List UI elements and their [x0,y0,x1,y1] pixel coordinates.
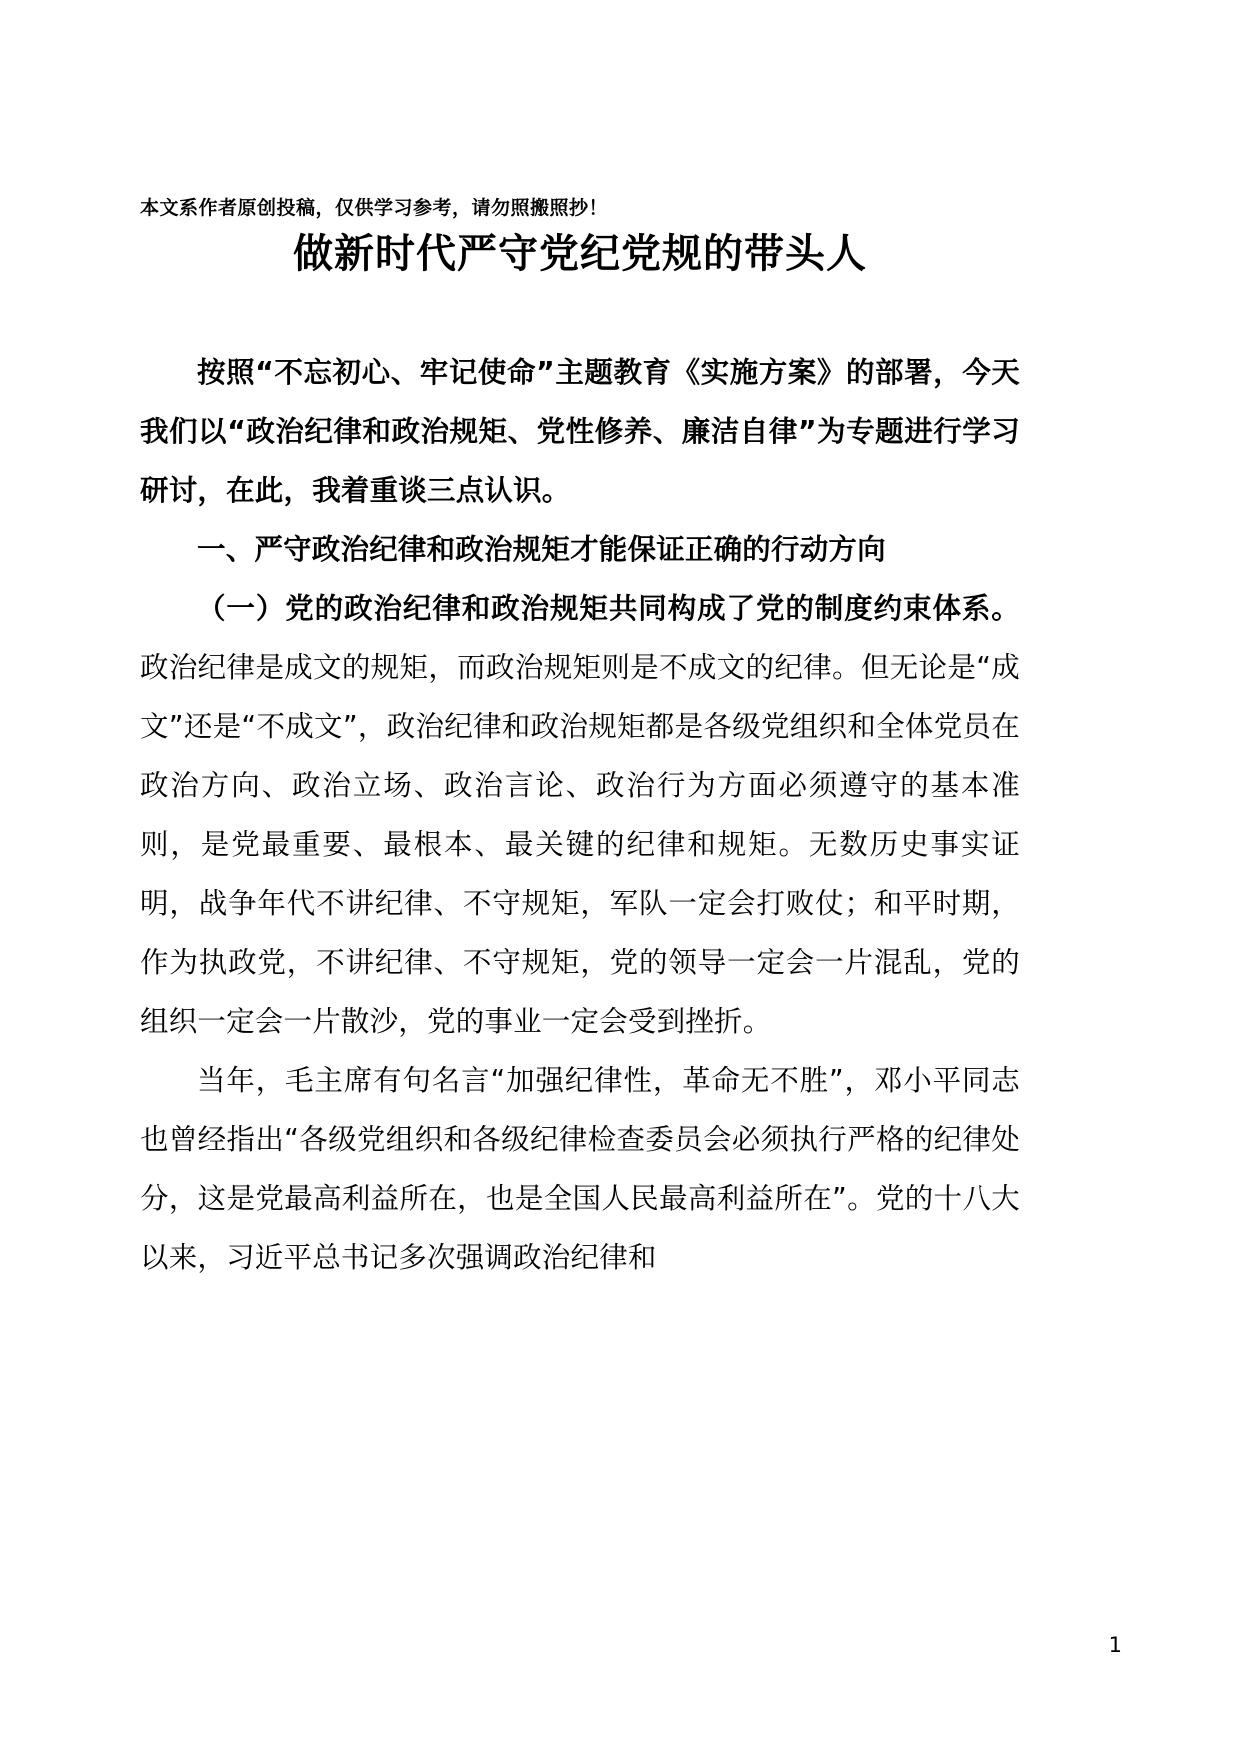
paragraph-mao-quote: 当年，毛主席有句名言“加强纪律性，革命无不胜”，邓小平同志也曾经指出“各级党组织和各级纪律检查委员会必须执行严格的纪律处分，这是党最高利益所在，也是全国人民最高利益所在”。党的十八大以来，习近平总书记多次强调政治纪律和 [140,1063,1020,1274]
page-title: 做新时代严守党纪党规的带头人 [293,230,867,277]
subheading-lead-1-1: （一）党的政治纪律和政治规矩共同构成了党的制度约束体系。 [197,591,1020,625]
paragraph-subsection-1-1 [140,579,1020,1051]
subsection-1-1-body: 政治纪律是成文的规矩，而政治规矩则是不成文的纪律。但无论是“成文”还是“不成文”，政治纪律和政治规矩都是各级党组织和全体党员在政治方向、政治立场、政治言论、政治行为方面必须遵守的基本准则，是党最重要、最根本、最关键的纪律和规矩。无数历史事实证明，战争年代不讲纪律、不守规矩，军队一定会打败仗；和平时期，作为执政党，不讲纪律、不守规矩，党的领导一定会一片混乱，党的组织一定会一片散沙，党的事业一定会受到挫折。 [140,650,1020,1038]
paragraph-intro: 按照“不忘初心、牢记使命”主题教育《实施方案》的部署，今天我们以“政治纪律和政治规矩、党性修养、廉洁自律”为专题进行学习研讨，在此，我着重谈三点认识。 [140,355,1020,507]
copyright-notice: 本文系作者原创投稿，仅供学习参考，请勿照搬照抄！ [140,197,609,219]
page-number: 1 [1108,1633,1122,1657]
heading-section-1: 一、严守政治纪律和政治规矩才能保证正确的行动方向 [197,532,886,566]
document-content [140,196,1020,1287]
